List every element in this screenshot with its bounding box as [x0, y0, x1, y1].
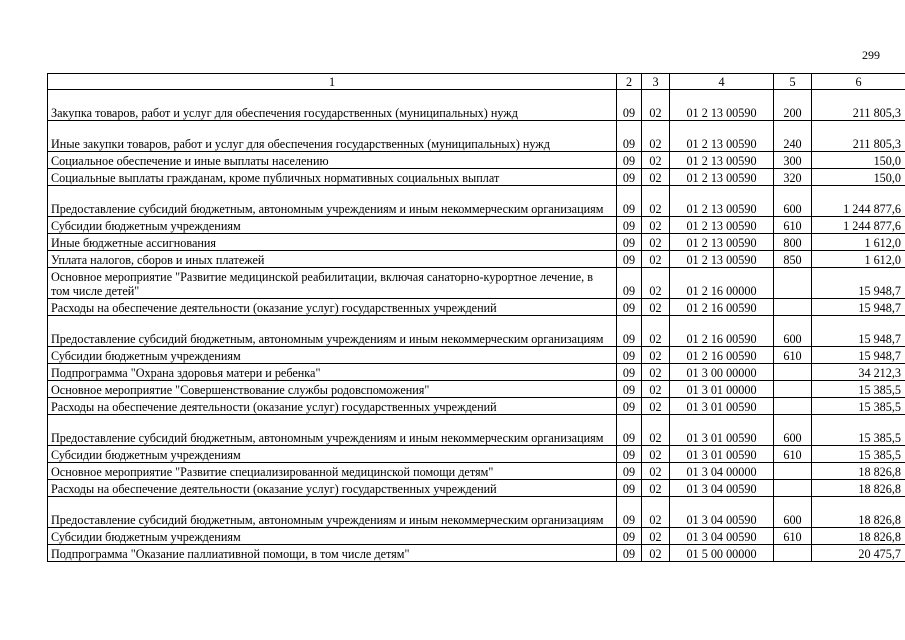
row-subsection: 02 [642, 121, 670, 152]
row-name: Социальное обеспечение и иные выплаты населению [48, 152, 617, 169]
row-target-code: 01 3 01 00000 [670, 381, 774, 398]
row-target-code: 01 5 00 00000 [670, 545, 774, 562]
row-amount: 18 826,8 [812, 497, 905, 528]
row-name: Иные бюджетные ассигнования [48, 234, 617, 251]
table-row [48, 299, 905, 316]
row-name: Предоставление субсидий бюджетным, автономным учреждениям и иным некоммерческим организациям [48, 415, 617, 446]
row-expense-kind [774, 463, 812, 480]
row-name: Расходы на обеспечение деятельности (оказание услуг) государственных учреждений [48, 398, 617, 415]
row-target-code: 01 3 04 00590 [670, 528, 774, 545]
budget-table [47, 73, 905, 562]
row-section: 09 [617, 152, 642, 169]
row-section: 09 [617, 497, 642, 528]
row-subsection: 02 [642, 90, 670, 121]
row-expense-kind: 240 [774, 121, 812, 152]
row-expense-kind [774, 299, 812, 316]
row-section: 09 [617, 299, 642, 316]
row-target-code: 01 3 00 00000 [670, 364, 774, 381]
row-expense-kind: 610 [774, 217, 812, 234]
row-amount: 15 385,5 [812, 381, 905, 398]
row-subsection: 02 [642, 446, 670, 463]
table-row [48, 415, 905, 446]
table-row [48, 152, 905, 169]
row-name: Закупка товаров, работ и услуг для обеспечения государственных (муниципальных) нужд [48, 90, 617, 121]
row-section: 09 [617, 234, 642, 251]
row-name: Расходы на обеспечение деятельности (оказание услуг) государственных учреждений [48, 480, 617, 497]
row-amount: 18 826,8 [812, 528, 905, 545]
row-amount: 20 475,7 [812, 545, 905, 562]
row-target-code: 01 2 13 00590 [670, 90, 774, 121]
row-section: 09 [617, 347, 642, 364]
row-expense-kind [774, 381, 812, 398]
table-row [48, 251, 905, 268]
row-name: Предоставление субсидий бюджетным, автономным учреждениям и иным некоммерческим организациям [48, 186, 617, 217]
row-target-code: 01 2 16 00590 [670, 299, 774, 316]
table-row [48, 545, 905, 562]
row-expense-kind: 600 [774, 186, 812, 217]
page-number: 299 [862, 48, 880, 62]
row-target-code: 01 2 13 00590 [670, 121, 774, 152]
row-name: Иные закупки товаров, работ и услуг для обеспечения государственных (муниципальных) нужд [48, 121, 617, 152]
row-subsection: 02 [642, 152, 670, 169]
table-row [48, 364, 905, 381]
row-amount: 15 948,7 [812, 347, 905, 364]
header-col-1: 1 [48, 74, 617, 90]
row-subsection: 02 [642, 347, 670, 364]
row-subsection: 02 [642, 251, 670, 268]
row-expense-kind: 610 [774, 528, 812, 545]
row-amount: 211 805,3 [812, 121, 905, 152]
row-subsection: 02 [642, 398, 670, 415]
row-section: 09 [617, 381, 642, 398]
row-section: 09 [617, 316, 642, 347]
table-row [48, 528, 905, 545]
row-name: Расходы на обеспечение деятельности (оказание услуг) государственных учреждений [48, 299, 617, 316]
row-amount: 18 826,8 [812, 463, 905, 480]
row-name: Субсидии бюджетным учреждениям [48, 217, 617, 234]
row-expense-kind [774, 364, 812, 381]
table-row [48, 316, 905, 347]
row-section: 09 [617, 121, 642, 152]
table-row [48, 186, 905, 217]
row-expense-kind [774, 545, 812, 562]
row-subsection: 02 [642, 316, 670, 347]
row-expense-kind [774, 268, 812, 299]
header-col-5: 5 [774, 74, 812, 90]
row-expense-kind: 850 [774, 251, 812, 268]
row-section: 09 [617, 90, 642, 121]
table-row [48, 497, 905, 528]
table-body [48, 74, 905, 562]
row-section: 09 [617, 480, 642, 497]
row-subsection: 02 [642, 234, 670, 251]
row-amount: 211 805,3 [812, 90, 905, 121]
header-col-2: 2 [617, 74, 642, 90]
row-subsection: 02 [642, 217, 670, 234]
row-name: Субсидии бюджетным учреждениям [48, 347, 617, 364]
table-row [48, 169, 905, 186]
row-name: Подпрограмма "Охрана здоровья матери и ребенка" [48, 364, 617, 381]
row-amount: 150,0 [812, 169, 905, 186]
row-amount: 15 385,5 [812, 415, 905, 446]
row-amount: 15 385,5 [812, 398, 905, 415]
row-target-code: 01 2 16 00590 [670, 347, 774, 364]
row-section: 09 [617, 217, 642, 234]
row-subsection: 02 [642, 186, 670, 217]
row-name: Основное мероприятие "Совершенствование службы родовспоможения" [48, 381, 617, 398]
row-target-code: 01 2 13 00590 [670, 217, 774, 234]
table-header-row [48, 74, 905, 90]
row-name: Основное мероприятие "Развитие специализированной медицинской помощи детям" [48, 463, 617, 480]
row-section: 09 [617, 528, 642, 545]
row-expense-kind: 320 [774, 169, 812, 186]
row-target-code: 01 2 13 00590 [670, 234, 774, 251]
row-expense-kind: 600 [774, 316, 812, 347]
row-target-code: 01 2 16 00000 [670, 268, 774, 299]
table-row [48, 121, 905, 152]
table-row [48, 347, 905, 364]
row-expense-kind: 610 [774, 446, 812, 463]
row-target-code: 01 3 01 00590 [670, 446, 774, 463]
row-target-code: 01 2 13 00590 [670, 251, 774, 268]
row-expense-kind: 610 [774, 347, 812, 364]
table-row [48, 398, 905, 415]
row-expense-kind [774, 398, 812, 415]
row-subsection: 02 [642, 497, 670, 528]
table-row [48, 268, 905, 299]
table-row [48, 446, 905, 463]
row-section: 09 [617, 446, 642, 463]
table-row [48, 381, 905, 398]
row-expense-kind: 200 [774, 90, 812, 121]
row-target-code: 01 3 04 00590 [670, 497, 774, 528]
row-subsection: 02 [642, 415, 670, 446]
row-subsection: 02 [642, 463, 670, 480]
row-amount: 1 612,0 [812, 234, 905, 251]
table-row [48, 234, 905, 251]
header-col-3: 3 [642, 74, 670, 90]
row-section: 09 [617, 463, 642, 480]
row-subsection: 02 [642, 545, 670, 562]
row-subsection: 02 [642, 381, 670, 398]
row-expense-kind: 600 [774, 415, 812, 446]
row-amount: 15 948,7 [812, 268, 905, 299]
row-section: 09 [617, 415, 642, 446]
row-target-code: 01 2 13 00590 [670, 152, 774, 169]
row-subsection: 02 [642, 169, 670, 186]
row-target-code: 01 3 04 00000 [670, 463, 774, 480]
row-name: Предоставление субсидий бюджетным, автономным учреждениям и иным некоммерческим организациям [48, 497, 617, 528]
row-amount: 15 948,7 [812, 299, 905, 316]
row-expense-kind: 300 [774, 152, 812, 169]
table-row [48, 463, 905, 480]
row-target-code: 01 3 01 00590 [670, 415, 774, 446]
row-subsection: 02 [642, 364, 670, 381]
row-subsection: 02 [642, 299, 670, 316]
row-subsection: 02 [642, 480, 670, 497]
row-name: Основное мероприятие "Развитие медицинской реабилитации, включая санаторно-курортное лечение, в том числе детей" [48, 268, 617, 299]
row-name: Предоставление субсидий бюджетным, автономным учреждениям и иным некоммерческим организациям [48, 316, 617, 347]
row-expense-kind [774, 480, 812, 497]
row-expense-kind: 800 [774, 234, 812, 251]
row-target-code: 01 3 04 00590 [670, 480, 774, 497]
row-section: 09 [617, 268, 642, 299]
row-section: 09 [617, 398, 642, 415]
row-amount: 34 212,3 [812, 364, 905, 381]
row-name: Подпрограмма "Оказание паллиативной помощи, в том числе детям" [48, 545, 617, 562]
row-subsection: 02 [642, 528, 670, 545]
row-section: 09 [617, 186, 642, 217]
row-subsection: 02 [642, 268, 670, 299]
row-expense-kind: 600 [774, 497, 812, 528]
row-name: Уплата налогов, сборов и иных платежей [48, 251, 617, 268]
row-section: 09 [617, 169, 642, 186]
row-name: Субсидии бюджетным учреждениям [48, 528, 617, 545]
row-amount: 150,0 [812, 152, 905, 169]
row-amount: 1 244 877,6 [812, 217, 905, 234]
row-target-code: 01 2 13 00590 [670, 169, 774, 186]
header-col-6: 6 [812, 74, 905, 90]
row-amount: 18 826,8 [812, 480, 905, 497]
table-row [48, 217, 905, 234]
table-row [48, 480, 905, 497]
header-col-4: 4 [670, 74, 774, 90]
row-target-code: 01 2 16 00590 [670, 316, 774, 347]
row-amount: 15 385,5 [812, 446, 905, 463]
row-section: 09 [617, 364, 642, 381]
row-amount: 1 612,0 [812, 251, 905, 268]
row-name: Субсидии бюджетным учреждениям [48, 446, 617, 463]
row-amount: 1 244 877,6 [812, 186, 905, 217]
row-section: 09 [617, 251, 642, 268]
row-amount: 15 948,7 [812, 316, 905, 347]
row-target-code: 01 3 01 00590 [670, 398, 774, 415]
table-row [48, 90, 905, 121]
row-name: Социальные выплаты гражданам, кроме публичных нормативных социальных выплат [48, 169, 617, 186]
row-section: 09 [617, 545, 642, 562]
row-target-code: 01 2 13 00590 [670, 186, 774, 217]
